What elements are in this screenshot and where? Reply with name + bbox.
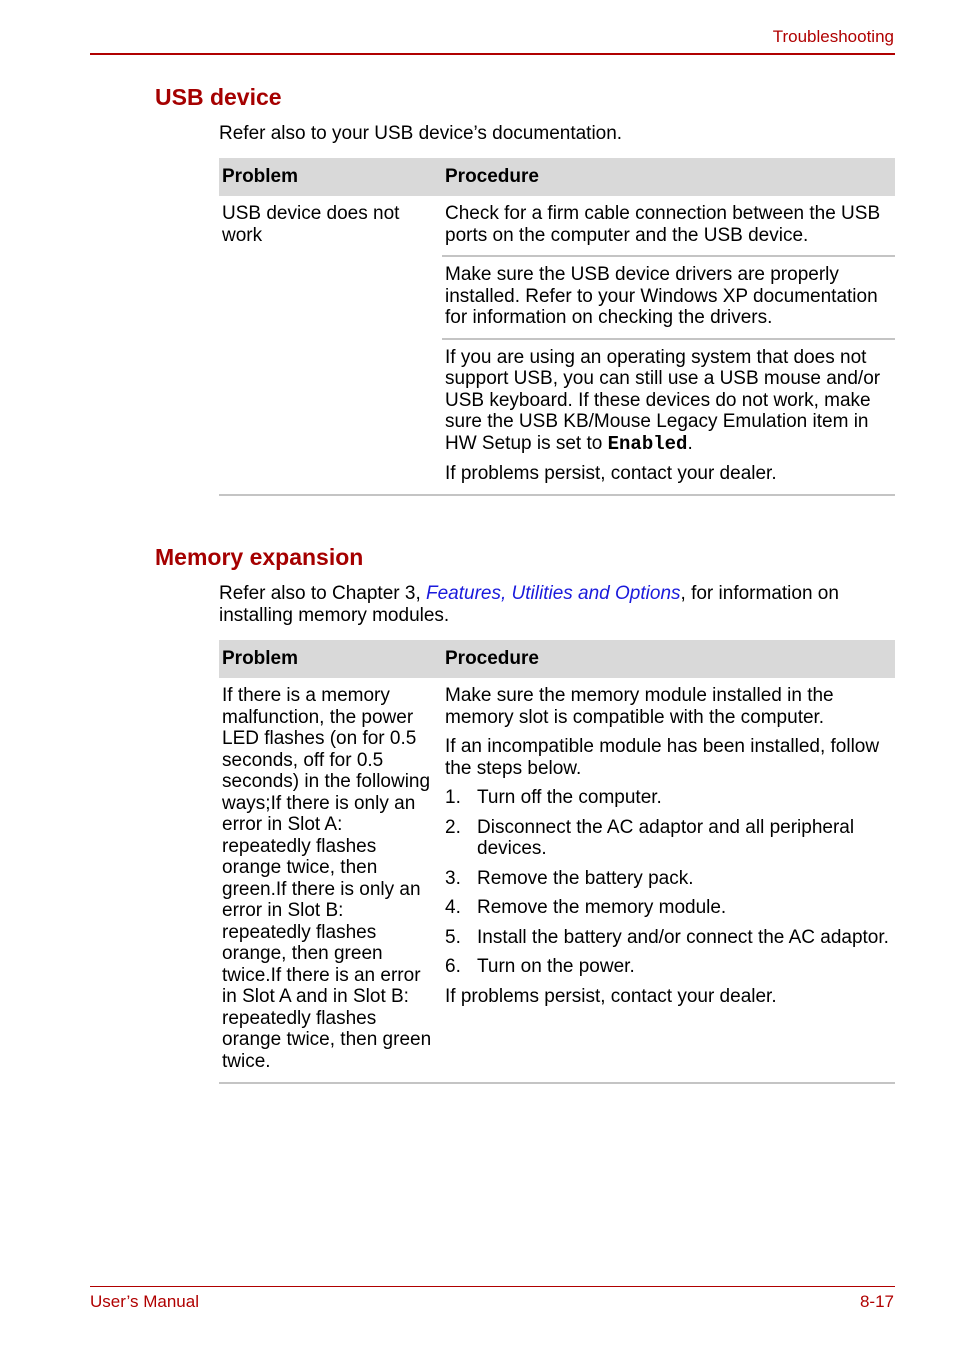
step-item bbox=[445, 868, 895, 890]
step-text: Install the battery and/or connect the AC adaptor. bbox=[477, 926, 889, 948]
procedure-text bbox=[445, 347, 895, 456]
step-number: 1. bbox=[445, 787, 461, 808]
procedure-block bbox=[442, 678, 895, 1016]
procedure-block bbox=[442, 255, 895, 338]
procedure-text: Check for a firm cable connection between the USB ports on the computer and the USB device. bbox=[445, 203, 881, 246]
footer-page-number: 8-17 bbox=[859, 1292, 894, 1311]
header-problem: Problem bbox=[222, 648, 299, 670]
procedure-cell bbox=[442, 196, 895, 494]
table-header bbox=[219, 158, 895, 196]
step-number: 6. bbox=[445, 956, 461, 977]
header-procedure: Procedure bbox=[445, 166, 539, 188]
usb-section-heading: USB device bbox=[155, 84, 282, 110]
usb-intro: Refer also to your USB device’s documentation. bbox=[219, 123, 623, 144]
legacy-text: If you are using an operating system that does not support USB, you can still use a USB mouse and/or USB keyboard. If these devices do not work, make sure the USB KB/Mouse Legacy Emulation item in HW Setup is set to bbox=[445, 346, 881, 454]
footer-manual-title: User’s Manual bbox=[90, 1292, 199, 1311]
header-procedure: Procedure bbox=[445, 648, 539, 670]
step-text: Turn on the power. bbox=[477, 956, 635, 977]
memory-table bbox=[219, 640, 895, 1084]
persist-text: If problems persist, contact your dealer. bbox=[445, 985, 777, 1007]
problem-cell: If there is a memory malfunction, the power LED flashes (on for 0.5 seconds, off for 0.5 seconds) in the following ways;If there is only an error in Slot A: repeatedly flashes orange twice, then green.If there is only an error in Slot B: repeatedly flashes orange, then green twice.If there is an error in Slot A and in Slot B: repeatedly flashes orange twice, then green twice. bbox=[222, 685, 432, 1072]
enabled-value: Enabled bbox=[607, 432, 688, 455]
table-header bbox=[219, 640, 895, 678]
procedure-text: If an incompatible module has been installed, follow the steps below. bbox=[445, 736, 880, 779]
procedure-cell bbox=[442, 678, 895, 1082]
procedure-text: Make sure the memory module installed in the memory slot is compatible with the computer. bbox=[445, 685, 834, 728]
steps-list bbox=[445, 787, 895, 978]
period: . bbox=[687, 432, 693, 454]
usb-table bbox=[219, 158, 895, 496]
chapter-link[interactable]: Features, Utilities and Options bbox=[426, 583, 681, 604]
intro-text: , for information on installing memory modules. bbox=[219, 583, 839, 626]
memory-section-heading: Memory expansion bbox=[155, 544, 364, 570]
step-number: 3. bbox=[445, 867, 461, 889]
step-number: 5. bbox=[445, 926, 461, 948]
step-item bbox=[445, 897, 895, 919]
table-row bbox=[219, 678, 895, 1084]
table-row bbox=[219, 196, 895, 496]
procedure-block bbox=[442, 338, 895, 494]
step-number: 4. bbox=[445, 897, 461, 918]
step-text: Remove the memory module. bbox=[477, 897, 727, 918]
step-item bbox=[445, 787, 895, 809]
problem-cell: USB device does not work bbox=[222, 203, 400, 246]
header-problem: Problem bbox=[222, 166, 299, 188]
header-rule bbox=[90, 53, 895, 55]
procedure-text: Make sure the USB device drivers are properly installed. Refer to your Windows XP documentation for information on checking the drivers. bbox=[445, 264, 878, 328]
step-text: Disconnect the AC adaptor and all peripheral devices. bbox=[477, 816, 855, 859]
memory-intro bbox=[219, 583, 899, 627]
procedure-block bbox=[442, 196, 895, 255]
step-text: Turn off the computer. bbox=[477, 787, 662, 808]
step-item bbox=[445, 817, 895, 860]
step-text: Remove the battery pack. bbox=[477, 867, 694, 889]
step-item bbox=[445, 956, 895, 978]
footer-rule bbox=[90, 1286, 895, 1287]
persist-text: If problems persist, contact your dealer. bbox=[445, 463, 777, 484]
step-item bbox=[445, 927, 895, 949]
intro-text: Refer also to Chapter 3, bbox=[219, 583, 426, 604]
step-number: 2. bbox=[445, 816, 461, 838]
page-header-title: Troubleshooting bbox=[772, 27, 894, 46]
